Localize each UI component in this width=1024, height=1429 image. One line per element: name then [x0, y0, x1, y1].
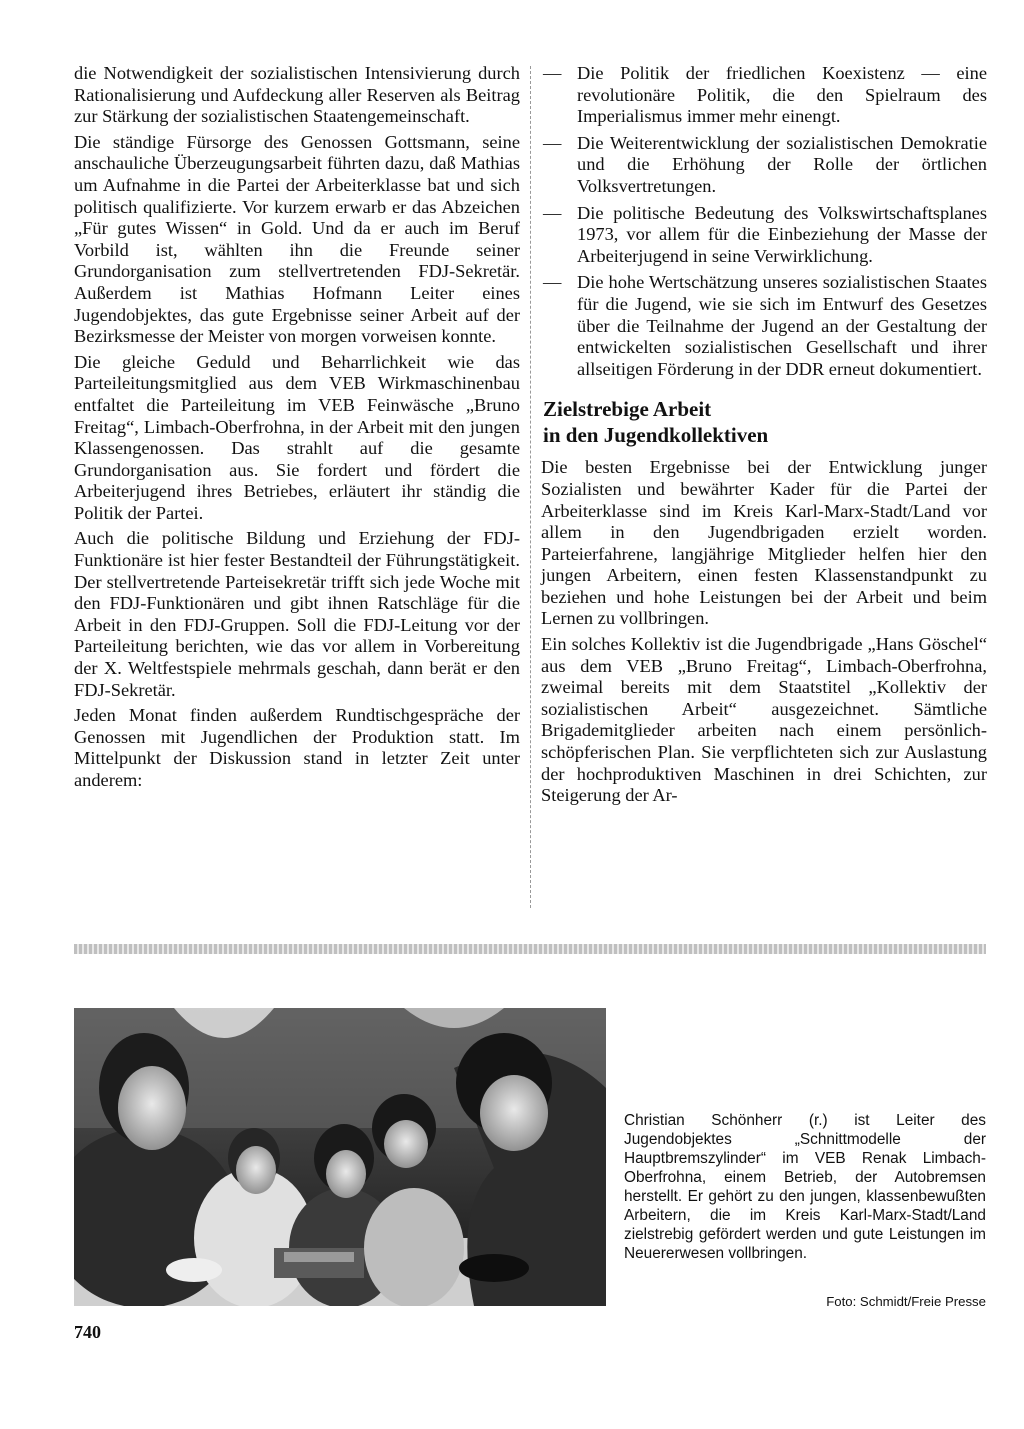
left-paragraph-1: die Notwendigkeit der sozialistischen Intensivierung durch Rationalisierung und Aufdeckung aller Reserven als Beitrag zur Stärkung der sozialistischen Staatengemeinschaft. [74, 63, 520, 127]
column-divider [530, 66, 531, 908]
right-paragraph-2: Ein solches Kollektiv ist die Jugendbrigade „Hans Göschel“ aus dem VEB „Bruno Freitag“, Limbach-Oberfrohna, zweimal bereits mit dem Staatstitel „Kollektiv der sozialistischen Arbeit“ ausgezeichnet. Sämtliche Brigademitglieder arbeiten nach einem persönlich-schöpferischen Plan. Sie verpflichteten sich zur Auslastung der hochproduktiven Maschinen in drei Schichten, zur Steigerung der Ar- [541, 634, 987, 806]
left-paragraph-3: Die gleiche Geduld und Beharrlichkeit wie das Parteileitungsmitglied aus dem VEB Wirkmaschinenbau entfaltet die Parteileitung im VEB Feinwäsche „Bruno Freitag“, Limbach-Oberfrohna, in der Arbeit mit den jungen Klassengenossen. Das strahlt auf die gesamte Grundorganisation aus. Sie fordert und fördert die Arbeiterjugend ihres Betriebes, erläutert ihr ständig die Politik der Partei. [74, 351, 520, 523]
left-paragraph-4: Auch die politische Bildung und Erziehung der FDJ-Funktionäre ist hier fester Bestandteil der Führungstätigkeit. Der stellvertretende Parteisekretär trifft sich jede Woche mit den FDJ-Funktionären und gibt ihnen Ratschläge für die Arbeit in den FDJ-Gruppen. Soll die FDJ-Leitung vor der Parteileitung berichten, wie das vor allem in Vorbereitung der X. Weltfestspiele mehrmals geschah, dann berät er den FDJ-Sekretär. [74, 528, 520, 700]
photo-caption: Christian Schönherr (r.) ist Leiter des Jugendobjektes „Schnittmodelle der Hauptbremszylinder“ im VEB Renak Limbach-Oberfrohna, einem Betrieb, der Autobremsen herstellt. Er gehört zu den jungen, klassenbewußten Arbeitern, die im Kreis Karl-Marx-Stadt/Land zielstrebig gefördert werden und gute Leistungen im Neuererwesen vollbringen. [624, 1112, 986, 1262]
section-heading-line-2: in den Jugendkollektiven [543, 423, 769, 448]
photo-credit: Foto: Schmidt/Freie Presse [826, 1294, 986, 1309]
right-paragraph-1: Die besten Ergebnisse bei der Entwicklung junger Sozialisten und bewährter Kader für die Partei der Arbeiterklasse sind im Kreis Karl-Marx-Stadt/Land vor allem in den Jugendbrigaden erzielt worden. Parteierfahrene, langjährige Mitglieder helfen hier den jungen Arbeitern, einen festen Klassenstandpunkt zu beziehen und hohe Leistungen bei der Arbeit und beim Lernen zu vollbringen. [541, 457, 987, 629]
photo-workers-at-table [74, 1008, 606, 1306]
left-paragraph-2: Die ständige Fürsorge des Genossen Gottsmann, seine anschauliche Überzeugungsarbeit führten dazu, daß Mathias um Aufnahme in die Partei der Arbeiterklasse bat und sich politisch qualifizierte. Vor kurzem erwarb er das Abzeichen „Für gutes Wissen“ in Gold. Und da er auch im Beruf Vorbild ist, wählten ihn die Freunde seiner Grundorganisation zum stellvertretenden FDJ-Sekretär. Außerdem ist Mathias Hofmann Leiter eines Jugendobjektes, das gute Ergebnisse seiner Arbeit auf der Bezirksmesse der Meister von morgen vorweisen konnte. [74, 131, 520, 347]
left-column [74, 63, 520, 796]
discussion-topics-list [541, 63, 987, 380]
dash-marker: — [543, 132, 562, 153]
section-heading-line-1: Zielstrebige Arbeit [543, 397, 712, 422]
photo-illustration [74, 1008, 606, 1306]
halftone-separator-rule [74, 944, 986, 954]
list-item-text: Die Weiterentwicklung der sozialistischen Demokratie und die Erhöhung der Rolle der örtlichen Volksvertretungen. [577, 132, 987, 196]
section-heading [543, 396, 987, 448]
dash-marker: — [543, 63, 562, 83]
list-item-text: Die politische Bedeutung des Volkswirtschaftsplanes 1973, vor allem für die Einbeziehung der Masse der Arbeiterjugend in seine Verwirklichung. [577, 202, 987, 266]
dash-marker: — [543, 272, 562, 293]
list-item [541, 203, 987, 268]
left-paragraph-5: Jeden Monat finden außerdem Rundtischgespräche der Genossen mit Jugendlichen der Produktion statt. Im Mittelpunkt der Diskussion stand in letzter Zeit unter anderem: [74, 705, 520, 790]
dash-marker: — [543, 202, 562, 223]
list-item [541, 63, 987, 128]
right-column [541, 63, 987, 811]
list-item [541, 133, 987, 198]
list-item-text: Die hohe Wertschätzung unseres sozialistischen Staates für die Jugend, wie sie sich im Entwurf des Gesetzes über die Teilnahme der Jugend an der Gestaltung der entwickelten sozialistischen Gesellschaft und ihrer allseitigen Förderung in der DDR erneut dokumentiert. [577, 272, 987, 379]
list-item [541, 272, 987, 380]
page-number: 740 [74, 1322, 101, 1342]
list-item-text: Die Politik der friedlichen Koexistenz — eine revolutionäre Politik, die den Spielraum des Imperialismus immer mehr einengt. [577, 63, 987, 127]
